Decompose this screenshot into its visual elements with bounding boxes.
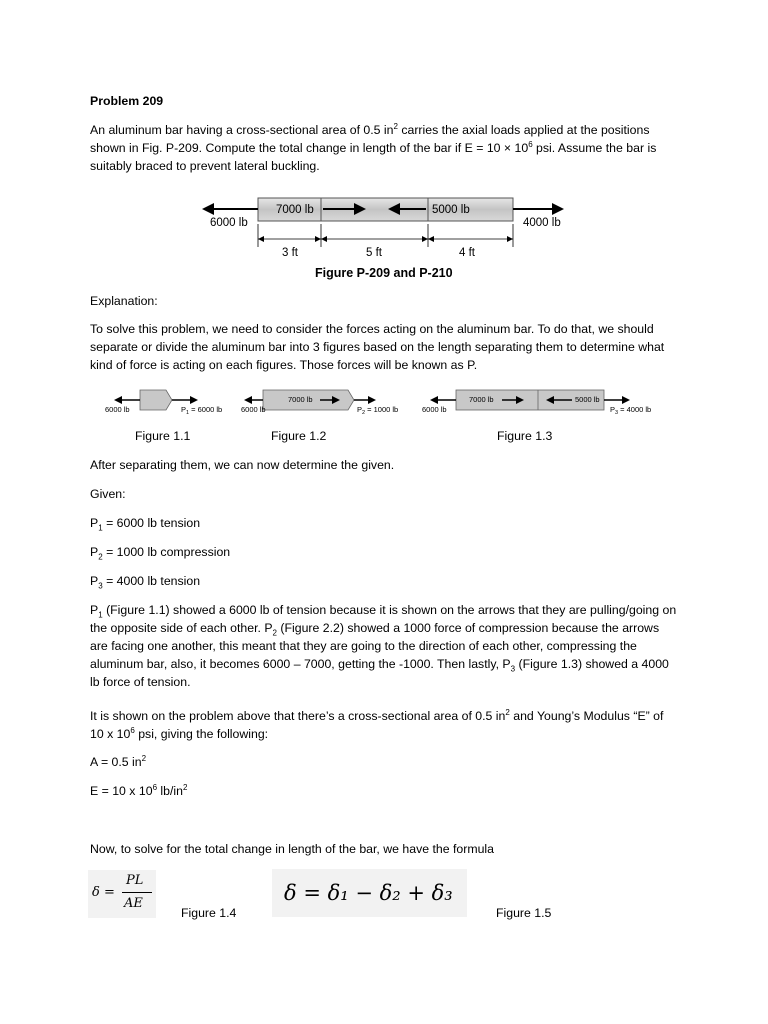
modulus-text: It is shown on the problem above that there’s a cross-sectional area of 0.5 $in^2$ and Young’s Modulus “E” of 10 x $10^6$ psi, giving the following: [90,707,664,741]
figure-1-3 [422,390,651,416]
length-label-3: 4 ft [459,247,475,259]
svg-text:6000 lb: 6000 lb [422,405,447,414]
given-label: Given: [90,487,126,501]
arrow-left-icon [202,203,214,215]
length-label-1: 3 ft [282,247,298,259]
svg-text:5000 lb: 5000 lb [575,395,600,404]
figure-1-2-caption: Figure 1.2 [271,429,327,443]
arrow-left-icon [430,396,438,404]
modulus-value: E = 10 x $10^6$ $lb/in^2$ [90,782,188,798]
arrow-right-icon [622,396,630,404]
arrow-right-icon [552,203,564,215]
figure-1-4-caption: Figure 1.4 [181,906,237,920]
arrow-left-icon [114,396,122,404]
page-title: Problem 209 [90,94,164,108]
length-label-2: 5 ft [366,247,382,259]
figure-1-1-caption: Figure 1.1 [135,429,191,443]
formula-intro: Now, to solve for the total change in length of the bar, we have the formula [90,842,494,856]
arrow-left-icon [244,396,252,404]
explanation-text: To solve this problem, we need to consider the forces acting on the aluminum bar. To do that, we should separate or divide the aluminum bar into 3 figures based on the length separating them to determine what kind of force is acting on each figures. Those forces will be known as P. [90,322,665,372]
problem-statement: An aluminum bar having a cross-sectional area of 0.5 $in^2$ carries the axial loads applied at the positions shown in Fig. P-209. Compute the total change in length of the bar if $E = 10 \times 10^6$ psi. Assume the bar is suitably braced to prevent lateral buckling. [90,121,657,173]
svg-text:6000 lb: 6000 lb [241,405,266,414]
arrow-right-icon [190,396,198,404]
given-item-2: $P_2 = 1000$ lb compression [90,545,231,562]
given-item-3: $P_3 = 4000$ lb tension [90,574,201,591]
formula-1-5: δ = δ₁ − δ₂ + δ₃ [272,869,467,917]
arrow-right-icon [368,396,376,404]
discussion-text: $P_1$ (Figure 1.1) showed a 6000 lb of tension because it is shown on the arrows that they are pulling/going on the opposite side of each other. $P_2$ (Figure 2.2) showed a 1000 force of compression because the arrows are facing one another, this meant that they are going to the direction of each other, compressing the aluminum bar, also, it becomes 6000 – 7000, getting the -1000. Then lastly, $P_3$ (Figure 1.3) showed a 4000 lb force of tension. [90,603,677,689]
svg-text:P1 = 6000 lb: $P_1 = 6000$ lb [181,405,223,416]
svg-text:7000 lb: 7000 lb [469,395,494,404]
formula-1-4: δ = PL AE [88,870,156,918]
svg-text:7000 lb: 7000 lb [288,395,313,404]
load-label-7000: 7000 lb [276,204,314,216]
main-figure [200,190,580,285]
sub-figures [100,384,700,418]
explanation-label: Explanation: [90,294,158,308]
load-label-right: 4000 lb [523,217,561,229]
svg-text:P2 = 1000 lb: $P_2 = 1000$ lb [357,405,399,416]
load-label-left: 6000 lb [210,217,248,229]
svg-text:P3 = 4000 lb: $P_3 = 4000$ lb [610,405,652,416]
figure-1-2 [241,390,398,416]
given-item-1: $P_1 = 6000$ lb tension [90,516,201,533]
after-text: After separating them, we can now determine the given. [90,458,395,472]
figure-1-3-caption: Figure 1.3 [497,429,553,443]
load-label-5000: 5000 lb [432,204,470,216]
figure-1-5-caption: Figure 1.5 [496,906,552,920]
svg-text:6000 lb: 6000 lb [105,405,130,414]
area-value: A = 0.5 $in^2$ [90,753,147,769]
figure-1-1 [105,390,222,416]
figure-caption: Figure P-209 and P-210 [315,266,453,280]
